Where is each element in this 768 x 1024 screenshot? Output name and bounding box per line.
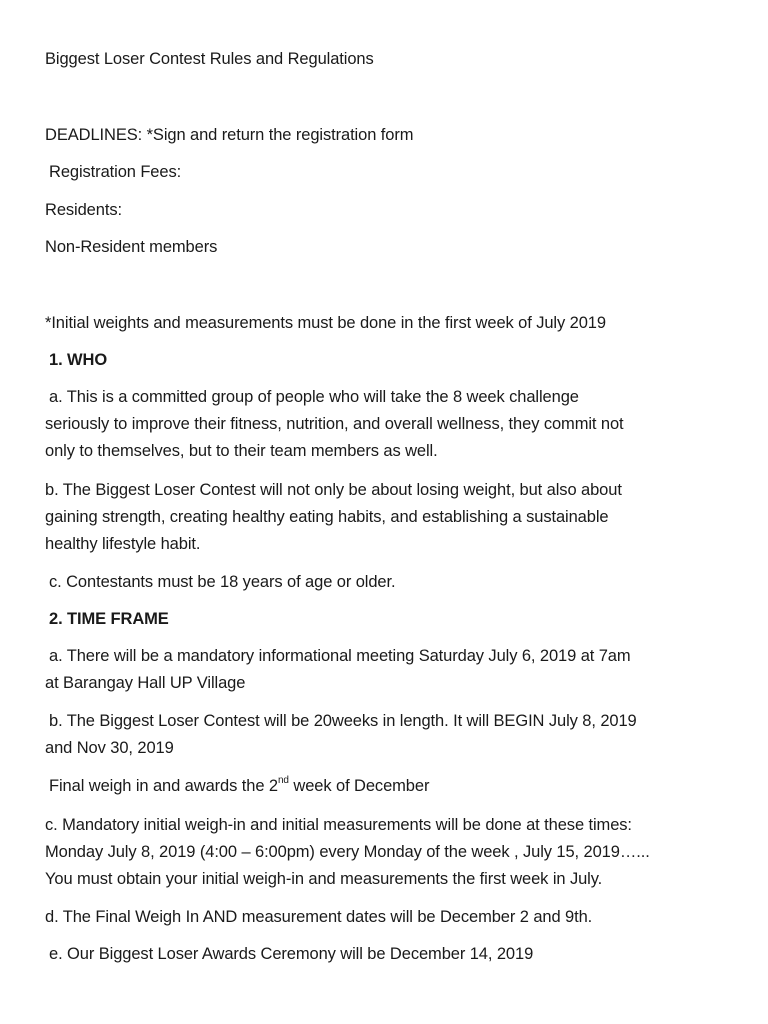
tf-b-line-1: b. The Biggest Loser Contest will be 20weeks in length. It will BEGIN July 8, 2019 [49,712,637,730]
final-weigh-in-superscript: nd [277,774,289,786]
who-b-line-3: healthy lifestyle habit. [45,535,201,553]
who-item-b [45,477,735,558]
time-frame-item-b [45,708,735,762]
document-title: Biggest Loser Contest Rules and Regulations [45,50,374,68]
tf-a-line-1: a. There will be a mandatory informational meeting Saturday July 6, 2019 at 7am [49,647,631,665]
residents-line: Residents: [45,201,122,219]
non-residents-line: Non-Resident members [45,238,218,256]
tf-a-line-2: at Barangay Hall UP Village [45,674,246,692]
time-frame-item-a [45,643,735,697]
who-b-line-1: b. The Biggest Loser Contest will not only be about losing weight, but also about [45,481,622,499]
who-a-line-3: only to themselves, but to their team members as well. [45,442,438,460]
who-a-line-2: seriously to improve their fitness, nutrition, and overall wellness, they commit not [45,415,624,433]
time-frame-item-e: e. Our Biggest Loser Awards Ceremony will be December 14, 2019 [49,945,534,963]
deadlines-line: DEADLINES: *Sign and return the registration form [45,126,414,144]
who-b-line-2: gaining strength, creating healthy eating habits, and establishing a sustainable [45,508,609,526]
who-a-line-1: a. This is a committed group of people who will take the 8 week challenge [49,388,579,406]
initial-weights-note: *Initial weights and measurements must be done in the first week of July 2019 [45,314,606,332]
who-item-a [45,384,735,465]
final-weigh-in-suffix: week of December [288,777,430,795]
tf-c-line-3: You must obtain your initial weigh-in and measurements the first week in July. [45,870,603,888]
final-weigh-in-line [49,774,739,796]
time-frame-item-d: d. The Final Weigh In AND measurement dates will be December 2 and 9th. [45,908,593,926]
tf-c-line-1: c. Mandatory initial weigh-in and initial measurements will be done at these times: [45,816,632,834]
tf-b-line-2: and Nov 30, 2019 [45,739,174,757]
final-weigh-in-prefix: Final weigh in and awards the 2 [49,777,278,795]
time-frame-item-c [45,812,735,893]
tf-c-line-2: Monday July 8, 2019 (4:00 – 6:00pm) every Monday of the week , July 15, 2019…... [45,843,650,861]
registration-fees-line: Registration Fees: [49,163,182,181]
who-heading: 1. WHO [49,351,108,369]
time-frame-heading: 2. TIME FRAME [49,610,169,628]
who-item-c: c. Contestants must be 18 years of age or older. [49,573,396,591]
